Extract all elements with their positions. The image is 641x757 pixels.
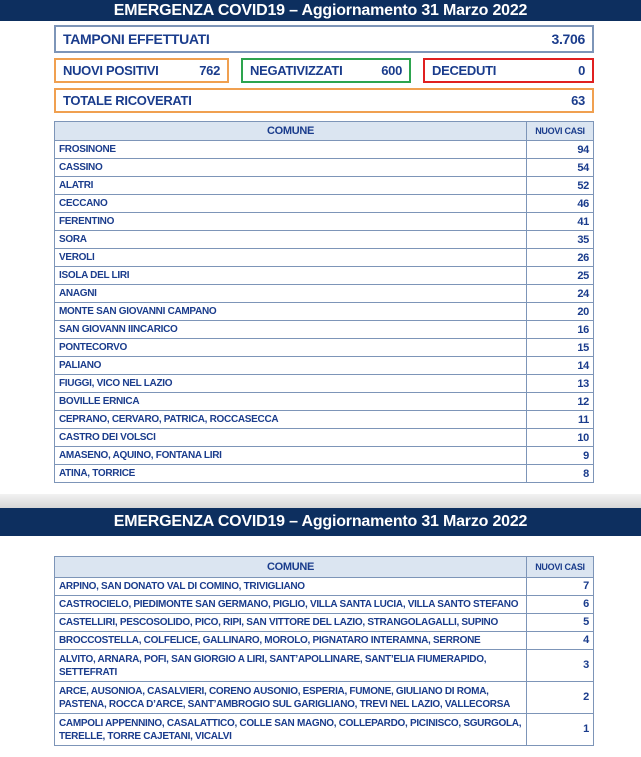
- table-row: [55, 195, 594, 213]
- casi-cell: 25: [527, 267, 594, 285]
- page-title-banner-2: [0, 508, 641, 536]
- casi-cell: 16: [527, 321, 594, 339]
- table-row: [55, 429, 594, 447]
- cases-table-2: [54, 556, 594, 746]
- casi-cell: 13: [527, 375, 594, 393]
- comune-cell: AMASENO, AQUINO, FONTANA LIRI: [55, 447, 527, 465]
- comune-cell: SAN GIOVANN IINCARICO: [55, 321, 527, 339]
- table-row: [55, 411, 594, 429]
- table-row: [55, 267, 594, 285]
- table-row: [55, 303, 594, 321]
- negativizzati-box: [241, 58, 411, 83]
- table-row: [55, 632, 594, 650]
- casi-cell: 1: [527, 714, 594, 746]
- casi-cell: 8: [527, 465, 594, 483]
- casi-cell: 24: [527, 285, 594, 303]
- totale-ricoverati-label: TOTALE RICOVERATI: [63, 93, 192, 108]
- comune-cell: CASTROCIELO, PIEDIMONTE SAN GERMANO, PIGLIO, VILLA SANTA LUCIA, VILLA SANTO STEFANO: [55, 596, 527, 614]
- cases-table-1: [54, 121, 594, 483]
- page-divider: [0, 494, 641, 508]
- table-row: [55, 159, 594, 177]
- casi-cell: 5: [527, 614, 594, 632]
- nuovi-positivi-box: [54, 58, 229, 83]
- casi-cell: 46: [527, 195, 594, 213]
- comune-cell: ALATRI: [55, 177, 527, 195]
- comune-cell: ANAGNI: [55, 285, 527, 303]
- table-row: [55, 231, 594, 249]
- casi-cell: 7: [527, 578, 594, 596]
- casi-cell: 14: [527, 357, 594, 375]
- table-row: [55, 285, 594, 303]
- table-row: [55, 578, 594, 596]
- casi-cell: 12: [527, 393, 594, 411]
- casi-cell: 20: [527, 303, 594, 321]
- totale-ricoverati-box: [54, 88, 594, 113]
- comune-cell: CASTELLIRI, PESCOSOLIDO, PICO, RIPI, SAN VITTORE DEL LAZIO, STRANGOLAGALLI, SUPINO: [55, 614, 527, 632]
- table-row: [55, 177, 594, 195]
- totale-ricoverati-value: 63: [571, 93, 585, 108]
- comune-cell: MONTE SAN GIOVANNI CAMPANO: [55, 303, 527, 321]
- comune-cell: FIUGGI, VICO NEL LAZIO: [55, 375, 527, 393]
- table-header-row: [55, 557, 594, 578]
- casi-cell: 52: [527, 177, 594, 195]
- deceduti-value: 0: [578, 63, 585, 78]
- table-row: [55, 321, 594, 339]
- tamponi-label: TAMPONI EFFETTUATI: [63, 31, 210, 47]
- casi-cell: 10: [527, 429, 594, 447]
- table-row: [55, 714, 594, 746]
- comune-cell: PALIANO: [55, 357, 527, 375]
- table-row: [55, 596, 594, 614]
- comune-cell: BROCCOSTELLA, COLFELICE, GALLINARO, MOROLO, PIGNATARO INTERAMNA, SERRONE: [55, 632, 527, 650]
- comune-cell: PONTECORVO: [55, 339, 527, 357]
- tamponi-box: [54, 25, 594, 53]
- casi-cell: 11: [527, 411, 594, 429]
- casi-cell: 9: [527, 447, 594, 465]
- casi-cell: 26: [527, 249, 594, 267]
- column-header-comune: COMUNE: [55, 122, 527, 141]
- casi-cell: 4: [527, 632, 594, 650]
- table-row: [55, 375, 594, 393]
- casi-cell: 6: [527, 596, 594, 614]
- table-header-row: [55, 122, 594, 141]
- nuovi-positivi-label: NUOVI POSITIVI: [63, 63, 159, 78]
- table-row: [55, 357, 594, 375]
- casi-cell: 15: [527, 339, 594, 357]
- table-row: [55, 213, 594, 231]
- deceduti-box: [423, 58, 594, 83]
- comune-cell: CASSINO: [55, 159, 527, 177]
- deceduti-label: DECEDUTI: [432, 63, 497, 78]
- comune-cell: SORA: [55, 231, 527, 249]
- casi-cell: 3: [527, 650, 594, 682]
- comune-cell: ISOLA DEL LIRI: [55, 267, 527, 285]
- comune-cell: ARPINO, SAN DONATO VAL DI COMINO, TRIVIGLIANO: [55, 578, 527, 596]
- table-row: [55, 465, 594, 483]
- table-row: [55, 339, 594, 357]
- casi-cell: 54: [527, 159, 594, 177]
- comune-cell: VEROLI: [55, 249, 527, 267]
- page-title: EMERGENZA COVID19 – Aggiornamento 31 Marzo 2022: [113, 1, 528, 19]
- comune-cell: CEPRANO, CERVARO, PATRICA, ROCCASECCA: [55, 411, 527, 429]
- table-row: [55, 614, 594, 632]
- comune-cell: ATINA, TORRICE: [55, 465, 527, 483]
- column-header-comune: COMUNE: [55, 557, 527, 578]
- comune-cell: ARCE, AUSONIOA, CASALVIERI, CORENO AUSONIO, ESPERIA, FUMONE, GIULIANO DI ROMA, PASTENA, ROCCA D’ARCE, SANT’AMBROGIO SUL GARIGLIANO, TREVI NEL LAZIO, VALLECORSA: [55, 682, 527, 714]
- comune-cell: CAMPOLI APPENNINO, CASALATTICO, COLLE SAN MAGNO, COLLEPARDO, PICINISCO, SGURGOLA, TERELLE, TORRE CAJETANI, VICALVI: [55, 714, 527, 746]
- comune-cell: FROSINONE: [55, 141, 527, 159]
- nuovi-positivi-value: 762: [199, 63, 220, 78]
- page-title-2: EMERGENZA COVID19 – Aggiornamento 31 Marzo 2022: [113, 513, 528, 530]
- casi-cell: 41: [527, 213, 594, 231]
- page-title-banner: [0, 0, 641, 21]
- negativizzati-value: 600: [381, 63, 402, 78]
- table-row: [55, 393, 594, 411]
- comune-cell: CECCANO: [55, 195, 527, 213]
- column-header-nuovi-casi: NUOVI CASI: [527, 557, 594, 578]
- tamponi-value: 3.706: [551, 31, 585, 47]
- comune-cell: ALVITO, ARNARA, POFI, SAN GIORGIO A LIRI, SANT’APOLLINARE, SANT’ELIA FIUMERAPIDO, SETTEFRATI: [55, 650, 527, 682]
- comune-cell: CASTRO DEI VOLSCI: [55, 429, 527, 447]
- table-row: [55, 650, 594, 682]
- table-row: [55, 682, 594, 714]
- casi-cell: 35: [527, 231, 594, 249]
- column-header-nuovi-casi: NUOVI CASI: [527, 122, 594, 141]
- casi-cell: 94: [527, 141, 594, 159]
- comune-cell: FERENTINO: [55, 213, 527, 231]
- comune-cell: BOVILLE ERNICA: [55, 393, 527, 411]
- casi-cell: 2: [527, 682, 594, 714]
- table-row: [55, 447, 594, 465]
- table-row: [55, 249, 594, 267]
- negativizzati-label: NEGATIVIZZATI: [250, 63, 343, 78]
- table-row: [55, 141, 594, 159]
